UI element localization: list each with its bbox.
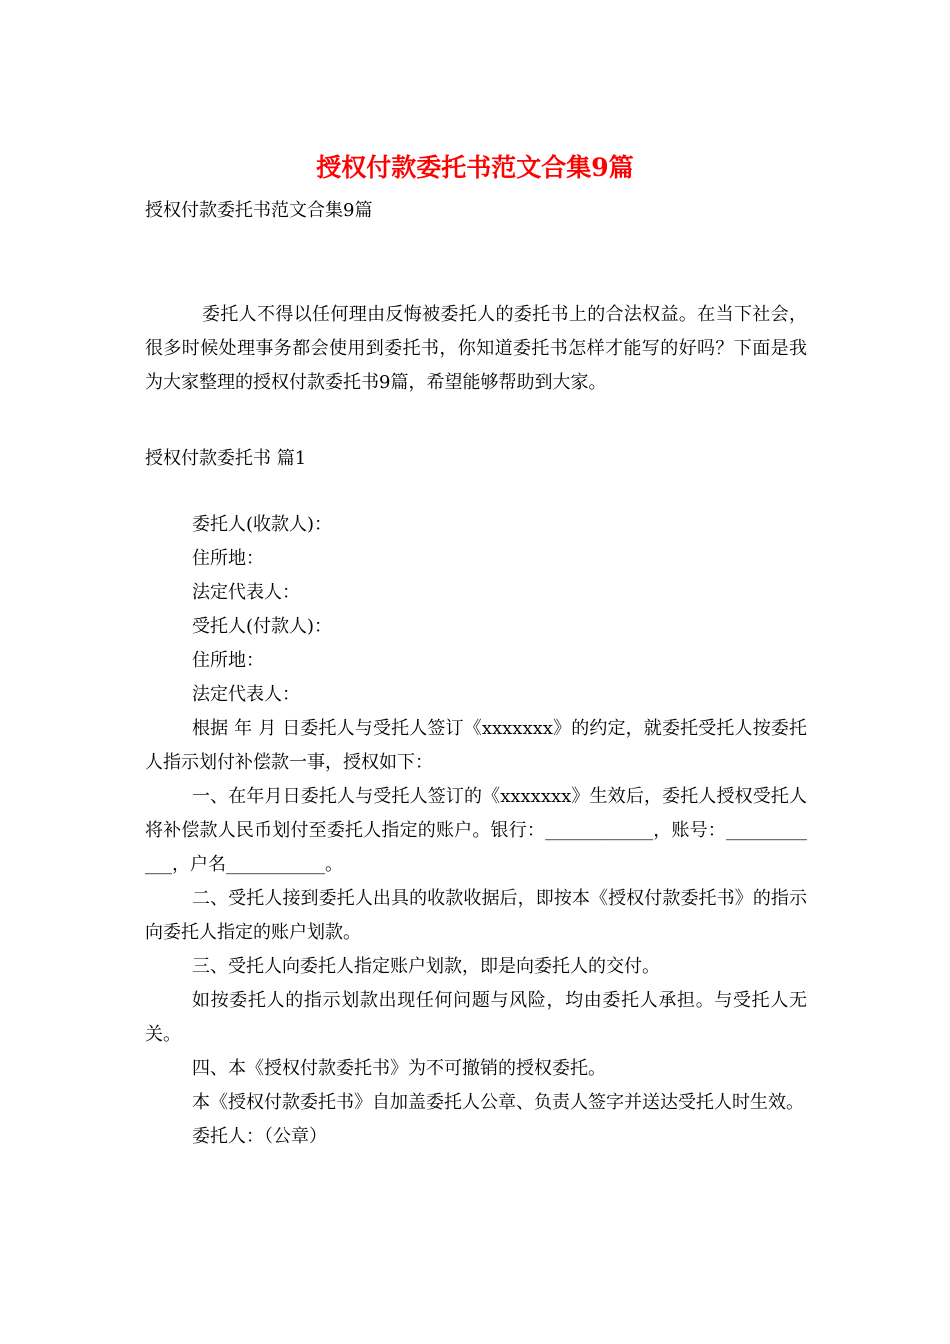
intro-paragraph: 委托人不得以任何理由反悔被委托人的委托书上的合法权益。在当下社会，很多时候处理事务都会使用到委托书，你知道委托书怎样才能写的好吗？下面是我为大家整理的授权付款委托书9篇，希望能够帮助到大家。 (145, 304, 807, 393)
section-heading: 授权付款委托书 篇1 (145, 448, 307, 469)
letter-paragraph: 委托人：（公章） (192, 1126, 327, 1147)
letter-paragraph: 法定代表人： (192, 684, 300, 705)
letter-paragraph: 四、本《授权付款委托书》为不可撤销的授权委托。 (192, 1058, 606, 1079)
letter-paragraph: 本《授权付款委托书》自加盖委托人公章、负责人签字并送达受托人时生效。 (192, 1092, 804, 1113)
letter-paragraph: 如按委托人的指示划款出现任何问题与风险，均由委托人承担。与受托人无关。 (145, 990, 807, 1045)
letter-paragraph: 住所地： (192, 548, 264, 569)
document-title: 授权付款委托书范文合集9篇 (316, 153, 634, 182)
letter-paragraph: 二、受托人接到委托人出具的收款收据后，即按本《授权付款委托书》的指示向委托人指定的账户划款。 (145, 888, 807, 943)
intro-block (145, 298, 807, 400)
letter-paragraph: 法定代表人： (192, 582, 300, 603)
letter-body (145, 508, 807, 1154)
document-subtitle: 授权付款委托书范文合集9篇 (145, 200, 373, 221)
letter-paragraph: 住所地： (192, 650, 264, 671)
letter-paragraph: 一、在年月日委托人与受托人签订的《xxxxxxx》生效后，委托人授权受托人将补偿款人民币划付至委托人指定的账户。银行：____________，账号：____________，户名___________。 (145, 786, 807, 875)
letter-paragraph: 委托人(收款人)： (192, 514, 333, 535)
letter-paragraph: 三、受托人向委托人指定账户划款，即是向委托人的交付。 (192, 956, 660, 977)
letter-paragraph: 受托人(付款人)： (192, 616, 333, 637)
letter-paragraph: 根据 年 月 日委托人与受托人签订《xxxxxxx》的约定，就委托受托人按委托人指示划付补偿款一事，授权如下： (145, 718, 807, 773)
